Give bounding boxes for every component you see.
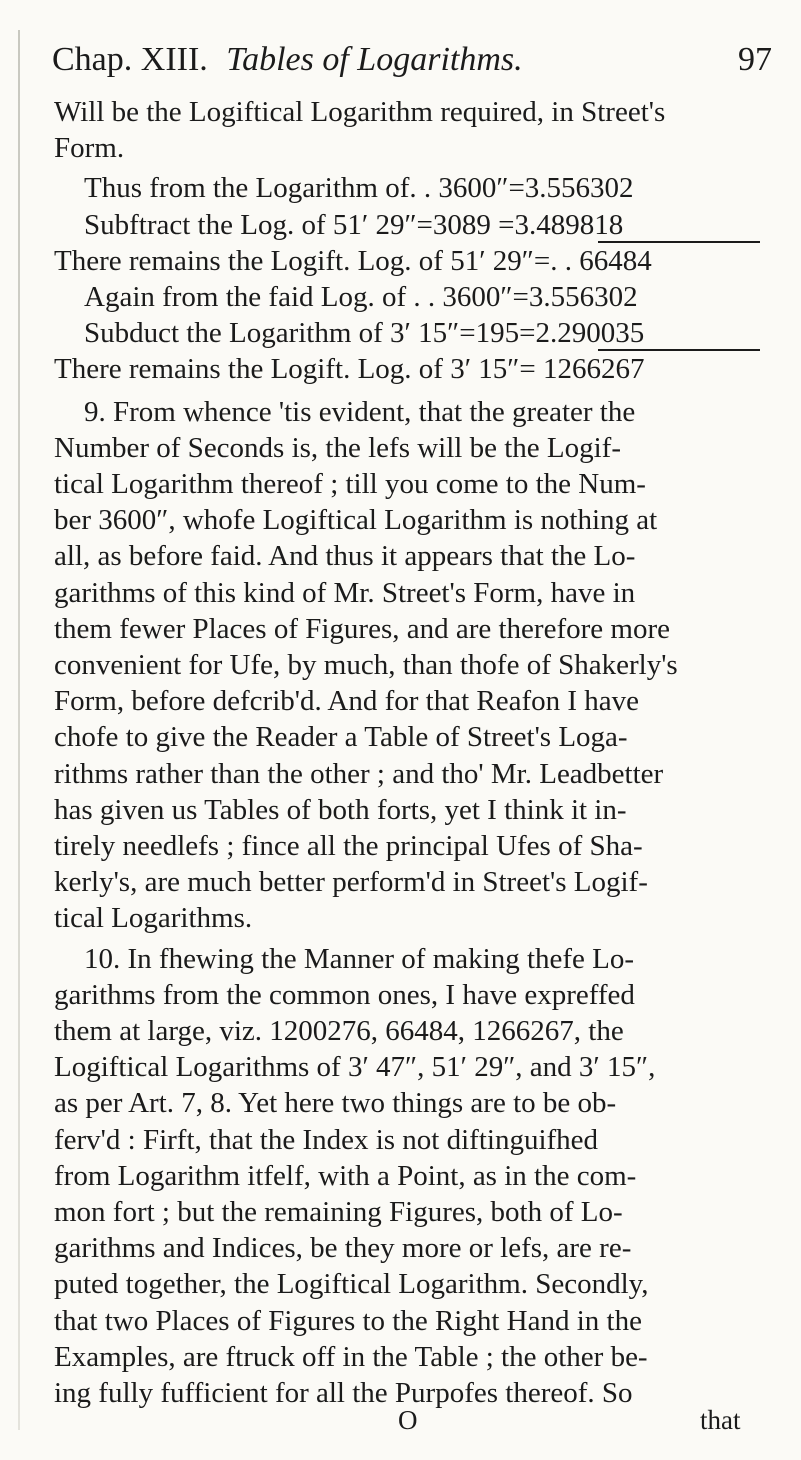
signature-mark: O <box>398 1405 418 1435</box>
page-number: 97 <box>738 41 772 78</box>
text-line: Examples, are ftruck off in the Table ; the other be- <box>54 1340 648 1373</box>
binding-edge <box>18 30 20 1430</box>
text-line: Will be the Logiftical Logarithm required, in Street's <box>54 96 666 128</box>
text-line: garithms and Indices, be they more or lefs, are re- <box>54 1232 632 1265</box>
text-line: 10. In fhewing the Manner of making thefe Lo- <box>84 942 635 975</box>
running-title: Tables of Logarithms. <box>226 41 523 78</box>
text-line: all, as before faid. And thus it appears that the Lo- <box>54 540 636 573</box>
text-line: 9. From whence 'tis evident, that the greater the <box>84 395 636 428</box>
text-line: Again from the faid Log. of . . 3600″=3.556302 <box>84 281 638 313</box>
text-line: rithms rather than the other ; and tho' Mr. Leadbetter <box>54 757 664 790</box>
text-line: from Logarithm itfelf, with a Point, as in the com- <box>54 1159 637 1192</box>
text-line: them fewer Places of Figures, and are therefore more <box>54 612 670 645</box>
text-line: kerly's, are much better perform'd in Street's Logif- <box>54 866 648 899</box>
text-line: tirely needlefs ; fince all the principal Ufes of Sha- <box>54 830 643 862</box>
catchword: that <box>700 1405 741 1435</box>
text-line: puted together, the Logiftical Logarithm. Secondly, <box>54 1268 649 1301</box>
text-line: ber 3600″, whofe Logiftical Logarithm is nothing at <box>54 504 658 537</box>
text-line: ferv'd : Firft, that the Index is not diftinguifhed <box>54 1123 599 1156</box>
text-line: Thus from the Logarithm of. . 3600″=3.556302 <box>84 172 634 205</box>
text-line: mon fort ; but the remaining Figures, both of Lo- <box>54 1196 623 1228</box>
text-line: garithms of this kind of Mr. Street's Form, have in <box>54 576 636 609</box>
text-line: chofe to give the Reader a Table of Street's Loga- <box>54 721 628 754</box>
text-line: Form, before defcrib'd. And for that Reafon I have <box>54 685 640 718</box>
text-line: has given us Tables of both forts, yet I think it in- <box>54 793 627 826</box>
text-line: tical Logarithms. <box>54 902 253 935</box>
text-line: as per Art. 7, 8. Yet here two things are to be ob- <box>54 1087 617 1120</box>
text-line: Number of Seconds is, the lefs will be the Logif- <box>54 431 621 464</box>
text-line: convenient for Ufe, by much, than thofe of Shakerly's <box>54 649 678 681</box>
sum-rule <box>598 349 760 351</box>
text-line: ing fully fufficient for all the Purpofes thereof. So <box>54 1377 633 1409</box>
text-line: Subftract the Log. of 51′ 29″=3089 =3.489818 <box>84 208 624 241</box>
text-line: Logiftical Logarithms of 3′ 47″, 51′ 29″, and 3′ 15″, <box>54 1051 656 1084</box>
text-line: garithms from the common ones, I have expreffed <box>54 978 635 1011</box>
text-line: tical Logarithm thereof ; till you come to the Num- <box>54 468 646 500</box>
text-line: that two Places of Figures to the Right Hand in the <box>54 1304 642 1337</box>
text-line: There remains the Logift. Log. of 3′ 15″= 1266267 <box>54 353 645 386</box>
sum-rule <box>598 241 760 243</box>
chapter-label: Chap. XIII. <box>52 41 208 78</box>
text-line: Subduct the Logarithm of 3′ 15″=195=2.290035 <box>84 317 645 350</box>
text-line: Form. <box>54 132 125 165</box>
running-header <box>52 38 772 82</box>
text-line: them at large, viz. 1200276, 66484, 1266267, the <box>54 1015 624 1047</box>
text-line: There remains the Logift. Log. of 51′ 29″=. . 66484 <box>54 244 652 277</box>
